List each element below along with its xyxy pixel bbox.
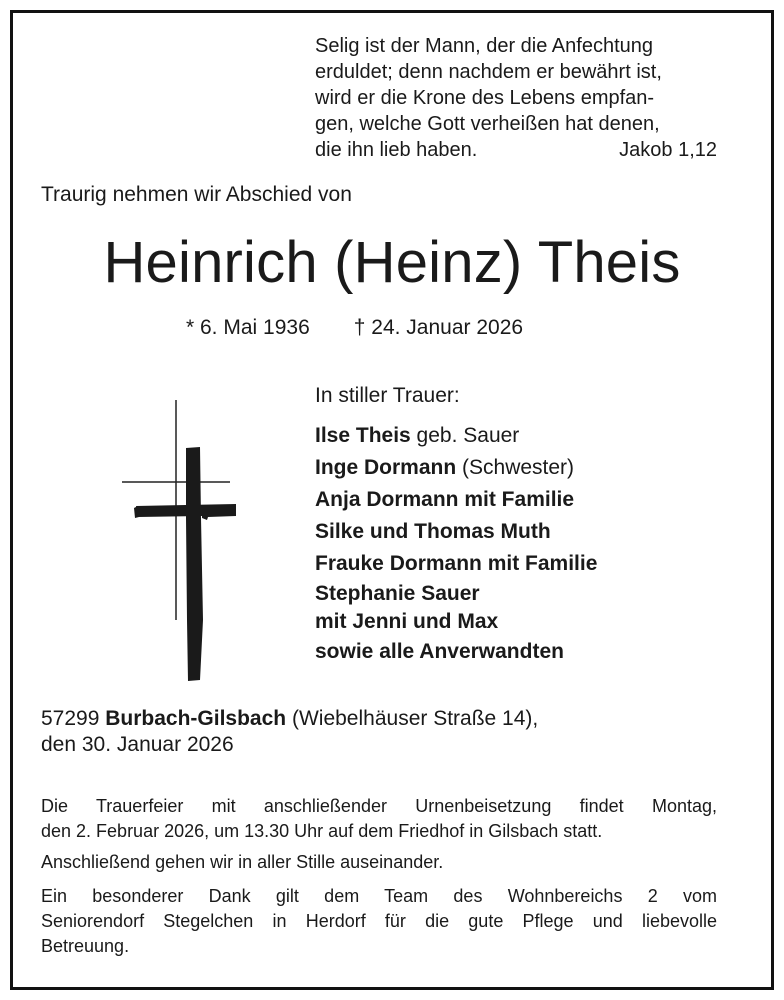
mourner-name: mit Jenni und Max — [315, 610, 499, 633]
verse-line: wird er die Krone des Lebens empfan- — [315, 87, 655, 109]
intro-text: Traurig nehmen wir Abschied von — [41, 183, 352, 206]
mourner-entry — [315, 516, 597, 548]
mourner-entry — [315, 608, 597, 636]
funeral-paragraph — [41, 794, 717, 844]
mourner-entry — [315, 420, 597, 452]
mourner-name: Silke und Thomas Muth — [315, 520, 551, 543]
mourner-note: (Schwester) — [456, 456, 575, 479]
paragraph-line: Seniorendorf Stegelchen in Herdorf für die gute Pflege und liebevolle — [41, 911, 717, 931]
mourner-entry — [315, 452, 597, 484]
verse-line: die ihn lieb haben. — [315, 139, 478, 161]
verse-line: erduldet; denn nachdem er bewährt ist, — [315, 61, 662, 83]
deceased-name: Heinrich (Heinz) Theis — [103, 230, 681, 295]
mourner-entry — [315, 636, 597, 668]
town-name: Burbach-Gilsbach — [105, 707, 287, 730]
mourners-block — [315, 380, 597, 668]
verse-reference: Jakob 1,12 — [619, 139, 717, 161]
thanks-paragraph — [41, 884, 717, 959]
death-date: † 24. Januar 2026 — [353, 316, 524, 339]
street: (Wiebelhäuser Straße 14), — [291, 707, 539, 730]
mourner-entry — [315, 580, 597, 608]
bible-verse — [315, 33, 717, 163]
verse-line: Selig ist der Mann, der die Anfechtung — [315, 35, 653, 57]
verse-last-line — [315, 137, 717, 163]
farewell-paragraph: Anschließend gehen wir in aller Stille auseinander. — [41, 852, 444, 872]
mourners-heading: In stiller Trauer: — [315, 384, 460, 407]
life-dates — [186, 314, 523, 342]
address-line — [41, 706, 538, 732]
birth-date: * 6. Mai 1936 — [186, 316, 310, 339]
mourner-name: Inge Dormann — [315, 456, 457, 479]
zip-code: 57299 — [41, 707, 100, 730]
paragraph-line: Die Trauerfeier mit anschließender Urnenbeisetzung findet Montag, — [41, 796, 717, 816]
address-block — [41, 706, 538, 758]
mourner-name: Ilse Theis — [315, 424, 411, 447]
mourner-name: Stephanie Sauer — [315, 582, 480, 605]
paragraph-line: Ein besonderer Dank gilt dem Team des Wohnbereichs 2 vom — [41, 886, 717, 906]
mourner-entry — [315, 484, 597, 516]
mourner-name: Anja Dormann mit Familie — [315, 488, 575, 511]
verse-line: gen, welche Gott verheißen hat denen, — [315, 113, 660, 135]
notice-date: den 30. Januar 2026 — [41, 733, 234, 756]
paragraph-line: den 2. Februar 2026, um 13.30 Uhr auf dem Friedhof in Gilsbach statt. — [41, 821, 603, 841]
mourner-entry — [315, 548, 597, 580]
mourner-name: sowie alle Anverwandten — [315, 640, 564, 663]
mourner-note: geb. Sauer — [410, 424, 520, 447]
cross-icon — [108, 390, 243, 695]
mourner-name: Frauke Dormann mit Familie — [315, 552, 598, 575]
paragraph-line: Betreuung. — [41, 936, 130, 956]
